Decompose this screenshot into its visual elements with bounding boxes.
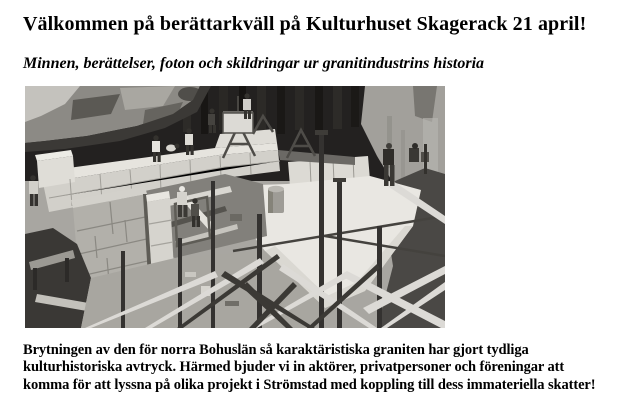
body-paragraph — [23, 342, 640, 394]
barrel — [268, 186, 284, 213]
page-subtitle: Minnen, berättelser, foton och skildringar ur granitindustrins historia — [23, 55, 485, 72]
page-title: Välkommen på berättarkväll på Kulturhuset Skagerack 21 april! — [23, 13, 587, 35]
body-line-3: komma för att lyssna på olika projekt i Strömstad med koppling till dess immateriella skatter! — [23, 376, 596, 393]
quarry-photo — [25, 86, 445, 328]
body-line-1: Brytningen av den för norra Bohuslän så karaktäristiska graniten har gjort tydliga — [23, 342, 529, 358]
quarry-photo-illustration — [25, 86, 445, 328]
body-line-2: kulturhistoriska avtryck. Härmed bjuder vi in aktörer, privatpersoner och föreningar att — [23, 359, 565, 376]
